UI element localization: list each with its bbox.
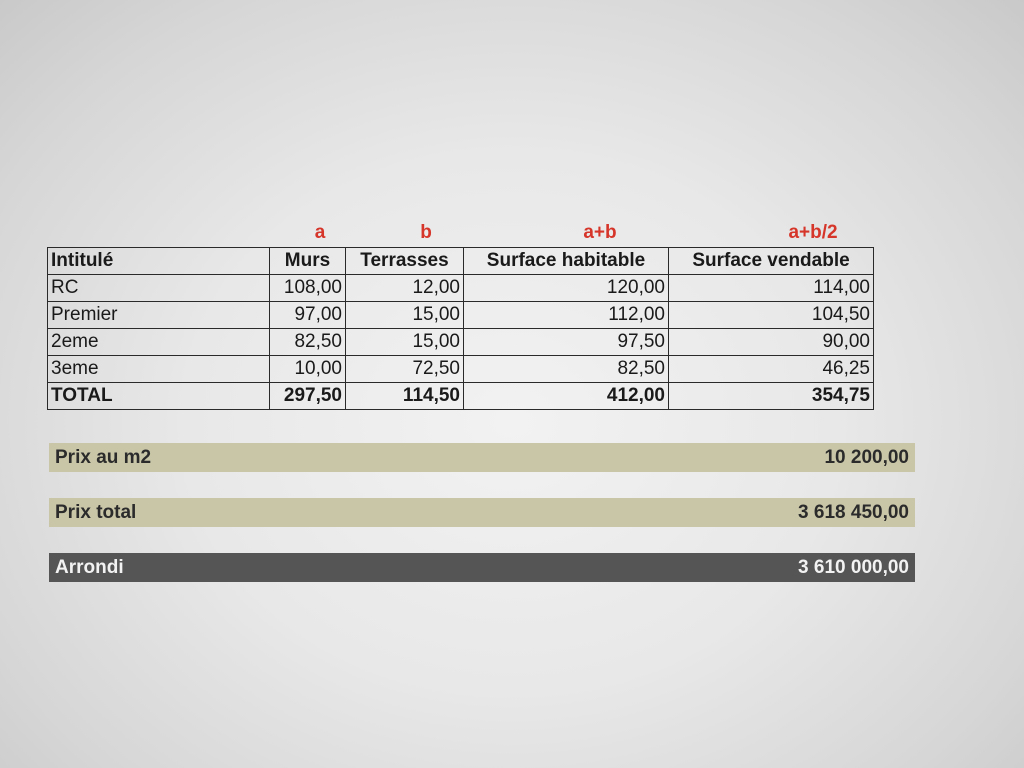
formula-surface-vendable: a+b/2 [788,222,838,243]
formula-terrasses: b [420,222,432,243]
header-surface-vendable[interactable]: Surface vendable [669,248,874,275]
table-row [48,302,874,329]
cell-surface-habitable[interactable]: 82,50 [464,356,669,383]
total-label[interactable]: TOTAL [48,383,270,410]
prix-total-value: 3 618 450,00 [798,501,909,523]
table-header-row [48,248,874,275]
cell-surface-habitable[interactable]: 97,50 [464,329,669,356]
prix-m2-label: Prix au m2 [55,446,152,468]
cell-surface-habitable[interactable]: 112,00 [464,302,669,329]
cell-surface-vendable[interactable]: 90,00 [669,329,874,356]
row-label[interactable]: 3eme [48,356,270,383]
header-intitule[interactable]: Intitulé [48,248,270,275]
table-total-row [48,383,874,410]
cell-murs[interactable]: 97,00 [270,302,346,329]
header-terrasses[interactable]: Terrasses [346,248,464,275]
formula-surface-habitable: a+b [583,222,617,243]
row-label[interactable]: Premier [48,302,270,329]
table-row [48,356,874,383]
table-row [48,275,874,302]
cell-surface-vendable[interactable]: 114,00 [669,275,874,302]
prix-total-row[interactable] [49,498,915,527]
cell-terrasses[interactable]: 15,00 [346,302,464,329]
table-row [48,329,874,356]
header-surface-habitable[interactable]: Surface habitable [464,248,669,275]
total-terrasses[interactable]: 114,50 [346,383,464,410]
cell-surface-vendable[interactable]: 46,25 [669,356,874,383]
cell-surface-habitable[interactable]: 120,00 [464,275,669,302]
total-surface-habitable[interactable]: 412,00 [464,383,669,410]
cell-surface-vendable[interactable]: 104,50 [669,302,874,329]
total-surface-vendable[interactable]: 354,75 [669,383,874,410]
arrondi-label: Arrondi [55,556,124,578]
arrondi-value: 3 610 000,00 [798,556,909,578]
cell-murs[interactable]: 108,00 [270,275,346,302]
prix-m2-row[interactable] [49,443,915,472]
surface-table [47,247,874,410]
cell-terrasses[interactable]: 12,00 [346,275,464,302]
total-murs[interactable]: 297,50 [270,383,346,410]
cell-murs[interactable]: 10,00 [270,356,346,383]
prix-total-label: Prix total [55,501,137,523]
cell-terrasses[interactable]: 72,50 [346,356,464,383]
header-murs[interactable]: Murs [270,248,346,275]
cell-murs[interactable]: 82,50 [270,329,346,356]
row-label[interactable]: 2eme [48,329,270,356]
cell-terrasses[interactable]: 15,00 [346,329,464,356]
formula-murs: a [314,222,326,243]
prix-m2-value: 10 200,00 [824,446,909,468]
row-label[interactable]: RC [48,275,270,302]
arrondi-row[interactable] [49,553,915,582]
